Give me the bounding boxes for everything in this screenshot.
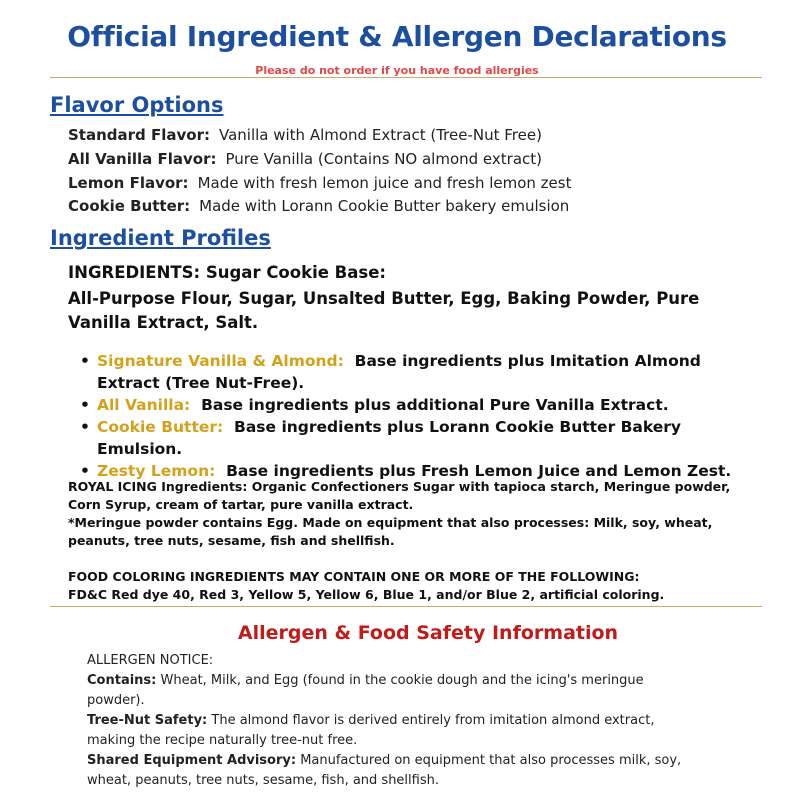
flavor-name: All Vanilla Flavor: bbox=[68, 150, 217, 168]
flavor-desc: Made with fresh lemon juice and fresh lemon zest bbox=[197, 174, 572, 192]
tree-nut-label: Tree-Nut Safety: bbox=[87, 713, 208, 728]
food-coloring-title: FOOD COLORING INGREDIENTS MAY CONTAIN ONE OR MORE OF THE FOLLOWING: bbox=[68, 569, 640, 584]
list-item bbox=[78, 416, 738, 460]
flavor-desc: Vanilla with Almond Extract (Tree-Nut Free) bbox=[218, 126, 542, 144]
divider-bottom bbox=[50, 606, 762, 607]
flavor-row-all-vanilla bbox=[68, 150, 542, 168]
bullet-text: Base ingredients plus Fresh Lemon Juice and Lemon Zest. bbox=[226, 462, 732, 480]
base-ingredients-body: All-Purpose Flour, Sugar, Unsalted Butter, Egg, Baking Powder, Pure Vanilla Extract, Salt. bbox=[68, 289, 700, 332]
allergen-heading: Allergen & Food Safety Information bbox=[237, 622, 619, 644]
allergen-notice-label: ALLERGEN NOTICE: bbox=[87, 653, 214, 668]
shared-equipment-text: Manufactured on equipment that also processes milk, soy, wheat, peanuts, tree nuts, sesame, fish, and shellfish. bbox=[87, 753, 682, 788]
flavor-name: Cookie Butter: bbox=[68, 197, 191, 215]
flavor-row-standard bbox=[68, 126, 542, 144]
base-ingredients-title: INGREDIENTS: Sugar Cookie Base: bbox=[68, 263, 386, 282]
tree-nut-line bbox=[87, 711, 687, 751]
flavor-row-cookie-butter bbox=[68, 197, 569, 215]
list-item bbox=[78, 394, 738, 416]
flavor-desc: Made with Lorann Cookie Butter bakery emulsion bbox=[199, 197, 570, 215]
flavor-desc: Pure Vanilla (Contains NO almond extract) bbox=[225, 150, 542, 168]
ingredient-profiles-heading: Ingredient Profiles bbox=[50, 226, 271, 250]
contains-text: Wheat, Milk, and Egg (found in the cookie dough and the icing's meringue powder). bbox=[87, 673, 644, 708]
list-item bbox=[78, 350, 738, 394]
contains-line bbox=[87, 671, 687, 711]
meringue-note: *Meringue powder contains Egg. Made on equipment that also processes: Milk, soy, wheat, peanuts, tree nuts, sesame, fish and shellfish. bbox=[68, 515, 713, 548]
shared-equipment-label: Shared Equipment Advisory: bbox=[87, 753, 297, 768]
bullet-flavor-name: Signature Vanilla & Almond: bbox=[97, 352, 344, 370]
bullet-text: Base ingredients plus additional Pure Vanilla Extract. bbox=[201, 396, 669, 414]
flavor-options-heading: Flavor Options bbox=[50, 93, 224, 117]
royal-icing-ingredients: ROYAL ICING Ingredients: Organic Confectioners Sugar with tapioca starch, Meringue powder, Corn Syrup, cream of tartar, pure vanilla extract. bbox=[68, 479, 731, 512]
food-coloring-body: FD&C Red dye 40, Red 3, Yellow 5, Yellow 6, Blue 1, and/or Blue 2, artificial coloring. bbox=[68, 587, 665, 602]
tree-nut-text: The almond flavor is derived entirely from imitation almond extract, making the recipe naturally tree-nut free. bbox=[87, 713, 655, 748]
page-subtitle: Please do not order if you have food allergies bbox=[255, 64, 539, 77]
allergen-notice-block bbox=[87, 651, 687, 791]
contains-label: Contains: bbox=[87, 673, 157, 688]
bullet-flavor-name: Zesty Lemon: bbox=[97, 462, 216, 480]
divider-top bbox=[50, 77, 762, 78]
bullet-flavor-name: Cookie Butter: bbox=[97, 418, 224, 436]
page-title: Official Ingredient & Allergen Declarations bbox=[67, 20, 727, 53]
shared-equipment-line bbox=[87, 751, 687, 791]
flavor-name: Standard Flavor: bbox=[68, 126, 210, 144]
flavor-ingredient-list bbox=[78, 350, 738, 482]
bullet-flavor-name: All Vanilla: bbox=[97, 396, 191, 414]
bullet-text: Base ingredients plus Lorann Cookie Butter Bakery Emulsion. bbox=[97, 418, 682, 458]
flavor-row-lemon bbox=[68, 174, 571, 192]
flavor-name: Lemon Flavor: bbox=[68, 174, 189, 192]
bullet-text: Base ingredients plus Imitation Almond Extract (Tree Nut-Free). bbox=[97, 352, 701, 392]
